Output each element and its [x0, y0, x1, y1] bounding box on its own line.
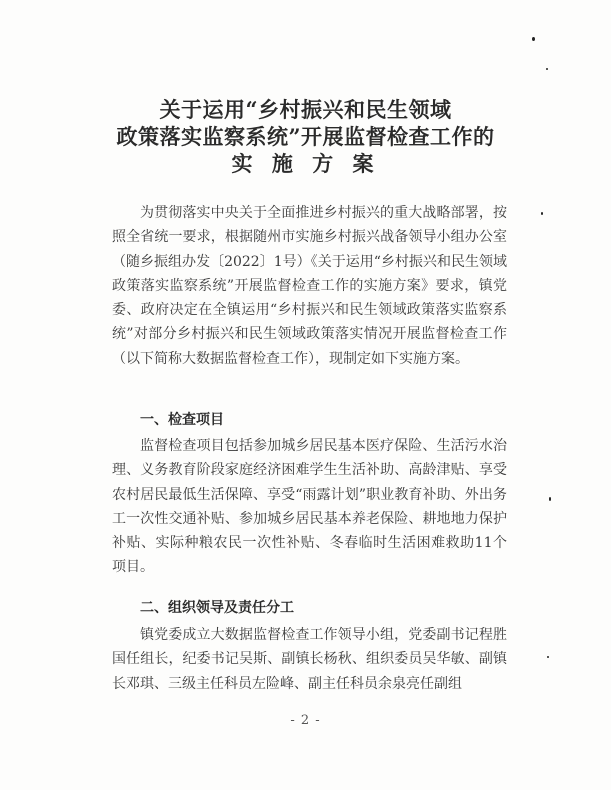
scan-speck — [547, 656, 549, 658]
organization-text: 镇党委成立大数据监督检查工作领导小组，党委副书记程胜国任组长，纪委书记吴斯、副镇长杨秋、组织委员吴华敏、副镇长邓琪、三级主任科员左险峰、副主任科员余泉亮任副组 — [112, 627, 507, 692]
scan-speck — [549, 497, 551, 501]
document-title-line-1: 关于运用“乡村振兴和民生领域 — [159, 97, 452, 122]
section-heading-organization: 二、组织领导及责任分工 — [140, 600, 294, 616]
organization-paragraph — [112, 623, 507, 696]
page-number: - 2 - — [290, 713, 321, 728]
inspection-items-paragraph — [112, 434, 507, 580]
scan-speck — [532, 37, 535, 41]
intro-paragraph — [112, 201, 507, 371]
inspection-items-text: 监督检查项目包括参加城乡居民基本医疗保险、生活污水治理、义务教育阶段家庭经济困难学生生活补助、高龄津贴、享受农村居民最低生活保障、享受“雨露计划”职业教育补助、外出务工一次性交通补贴、参加城乡居民基本养老保险、耕地地力保护补贴、实际种粮农民一次性补贴、冬春临时生活困难救助11个项目。 — [112, 438, 507, 576]
document-title-line-3: 实 施 方 案 — [231, 151, 380, 176]
scan-speck — [541, 212, 543, 215]
document-title-line-2: 政策落实监察系统”开展监督检查工作的 — [116, 124, 495, 149]
intro-paragraph-text: 为贯彻落实中央关于全面推进乡村振兴的重大战略部署，按照全省统一要求，根据随州市实施乡村振兴战备领导小组办公室（随乡振组办发〔2022〕1号）《关于运用“乡村振兴和民生领域政策落实监察系统”开展监督检查工作的实施方案》要求，镇党委、政府决定在全镇运用“乡村振兴和民生领域政策落实监察系统”对部分乡村振兴和民生领域政策落实情况开展监督检查工作（以下简称大数据监督检查工作），现制定如下实施方案。 — [112, 205, 507, 367]
section-heading-inspection-items: 一、检查项目 — [140, 412, 224, 428]
scan-speck — [546, 68, 548, 70]
